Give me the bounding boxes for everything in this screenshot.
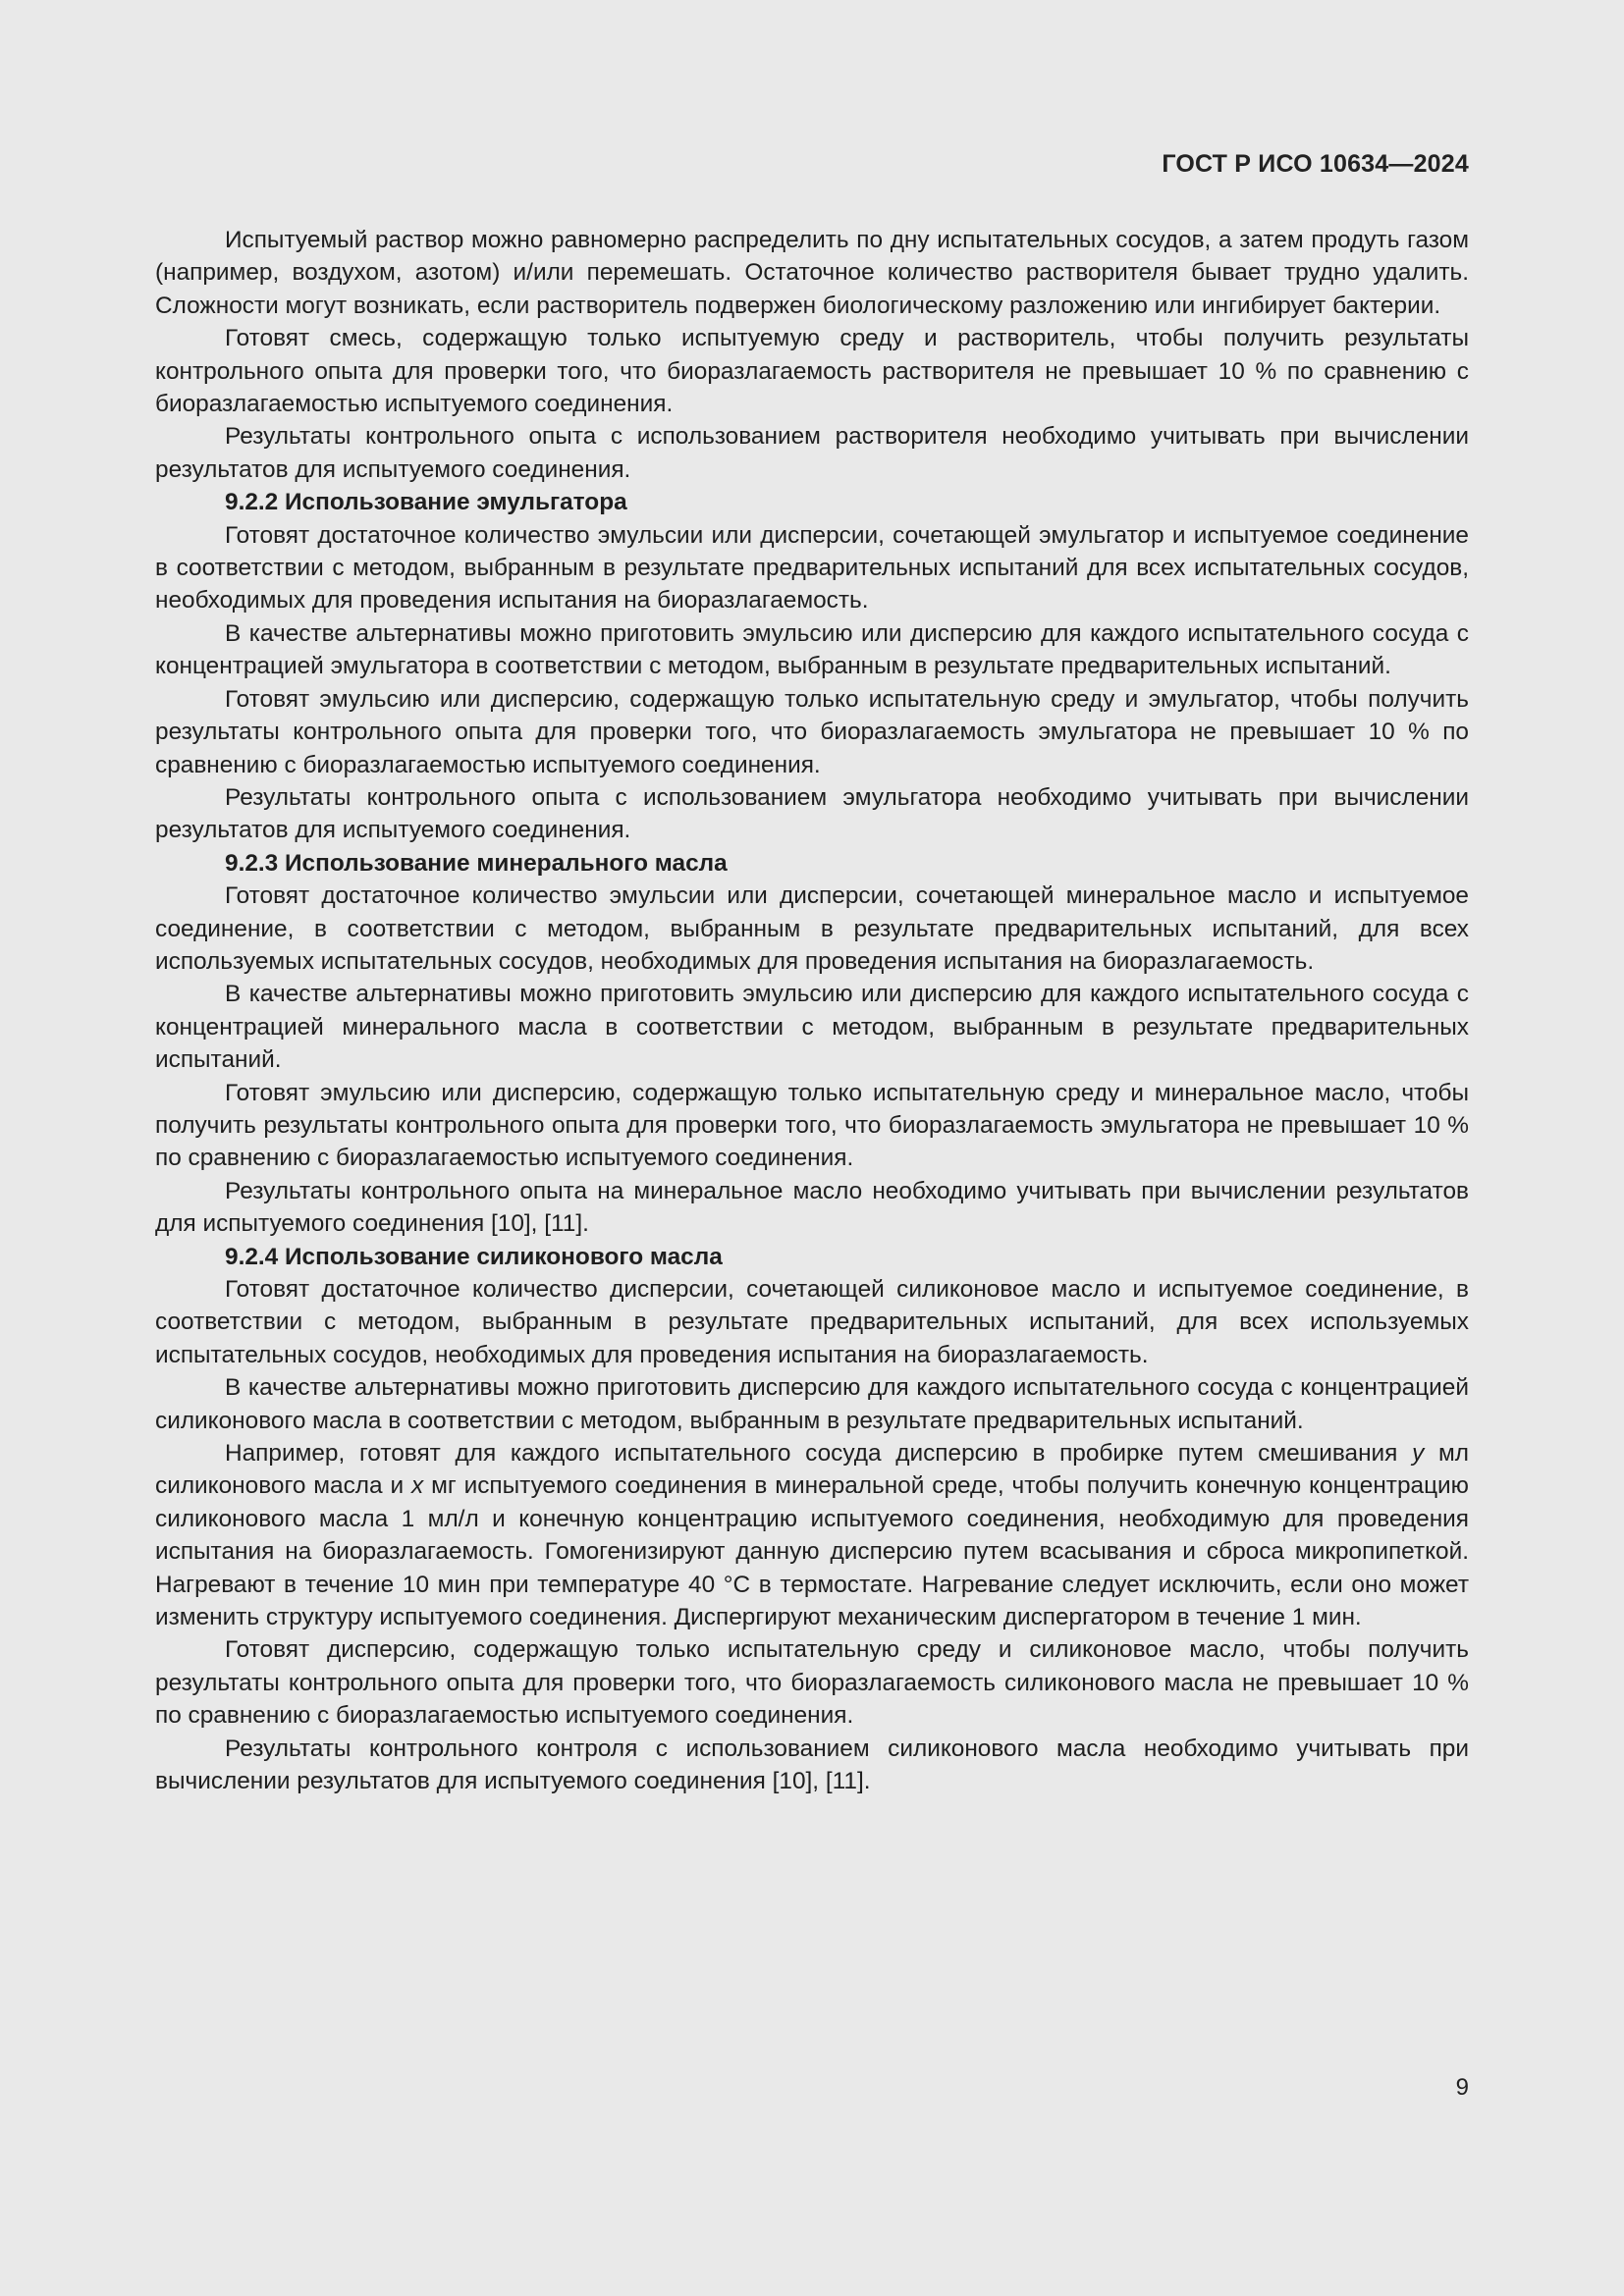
paragraph: В качестве альтернативы можно приготовить эмульсию или дисперсию для каждого испытательного сосуда с концентрацией эмульгатора в соответствии с методом, выбранным в результате предварительных испытаний. <box>155 619 1469 680</box>
paragraph: Результаты контрольного опыта на минеральное масло необходимо учитывать при вычислении результатов для испытуемого соединения [10], [11]. <box>155 1177 1469 1238</box>
paragraph: Готовят смесь, содержащую только испытуемую среду и растворитель, чтобы получить результаты контрольного опыта для проверки того, что биоразлагаемость растворителя не превышает 10 % по сравнению с биоразлагаемостью испытуемого соединения. <box>155 325 1469 418</box>
paragraph: Готовят достаточное количество эмульсии или дисперсии, сочетающей минеральное масло и испытуемое соединение, в соответствии с методом, выбранным в результате предварительных испытаний, для всех используемых испытательных сосудов, необходимых для проведения испытания на биоразлагаемость. <box>155 882 1469 975</box>
section-heading: 9.2.4 Использование силиконового масла <box>225 1243 723 1270</box>
section-heading: 9.2.3 Использование минерального масла <box>225 849 728 877</box>
paragraph-example: Например, готовят для каждого испытательного сосуда дисперсию в пробирке путем смешивания y мл силиконового масла и x мг испытуемого соединения в минеральной среде, чтобы получить конечную концентрацию силиконового масла 1 мл/л и конечную концентрацию испытуемого соединения, необходимую для проведения испытания на биоразлагаемость. Гомогенизируют данную дисперсию путем всасывания и сброса микропипеткой. Нагревают в течение 10 мин при температуре 40 °С в термостате. Нагревание следует исключить, если оно может изменить структуру испытуемого соединения. Диспергируют механическим диспергатором в течение 1 мин. <box>155 1440 1469 1631</box>
paragraph: Готовят эмульсию или дисперсию, содержащую только испытательную среду и эмульгатор, чтобы получить результаты контрольного опыта для проверки того, что биоразлагаемость эмульгатора не превышает 10 % по сравнению с биоразлагаемостью испытуемого соединения. <box>155 685 1469 778</box>
paragraph: Результаты контрольного опыта с использованием растворителя необходимо учитывать при вычислении результатов для испытуемого соединения. <box>155 423 1469 483</box>
document-header: ГОСТ Р ИСО 10634—2024 <box>1162 150 1469 178</box>
section-heading: 9.2.2 Использование эмульгатора <box>225 489 627 516</box>
paragraph: Готовят достаточное количество дисперсии, сочетающей силиконовое масло и испытуемое соединение, в соответствии с методом, выбранным в результате предварительных испытаний, для всех используемых испытательных сосудов, необходимых для проведения испытания на биоразлагаемость. <box>155 1276 1469 1368</box>
paragraph: Готовят дисперсию, содержащую только испытательную среду и силиконовое масло, чтобы получить результаты контрольного опыта для проверки того, что биоразлагаемость силиконового масла не превышает 10 % по сравнению с биоразлагаемостью испытуемого соединения. <box>155 1636 1469 1730</box>
paragraph: В качестве альтернативы можно приготовить эмульсию или дисперсию для каждого испытательного сосуда с концентрацией минерального масла в соответствии с методом, выбранным в результате предварительных испытаний. <box>155 981 1469 1074</box>
paragraph: В качестве альтернативы можно приготовить дисперсию для каждого испытательного сосуда с концентрацией силиконового масла в соответствии с методом, выбранным в результате предварительных испытаний. <box>155 1374 1469 1434</box>
variable-y: y <box>1412 1440 1425 1468</box>
document-body <box>155 224 1469 1798</box>
paragraph: Готовят достаточное количество эмульсии или дисперсии, сочетающей эмульгатор и испытуемое соединение в соответствии с методом, выбранным в результате предварительных испытаний для всех испытательных сосудов, необходимых для проведения испытания на биоразлагаемость. <box>155 521 1469 614</box>
paragraph: Результаты контрольного контроля с использованием силиконового масла необходимо учитывать при вычислении результатов для испытуемого соединения [10], [11]. <box>155 1735 1469 1795</box>
paragraph: Результаты контрольного опыта с использованием эмульгатора необходимо учитывать при вычислении результатов для испытуемого соединения. <box>155 783 1469 844</box>
paragraph: Испытуемый раствор можно равномерно распределить по дну испытательных сосудов, а затем продуть газом (например, воздухом, азотом) и/или перемешать. Остаточное количество растворителя бывает трудно удалить. Сложности могут возникать, если растворитель подвержен биологическому разложению или ингибирует бактерии. <box>155 227 1469 319</box>
variable-x: x <box>410 1472 424 1500</box>
paragraph: Готовят эмульсию или дисперсию, содержащую только испытательную среду и минеральное масло, чтобы получить результаты контрольного опыта для проверки того, что биоразлагаемость эмульгатора не превышает 10 % по сравнению с биоразлагаемостью испытуемого соединения. <box>155 1079 1469 1172</box>
page-number: 9 <box>1455 2074 1469 2101</box>
